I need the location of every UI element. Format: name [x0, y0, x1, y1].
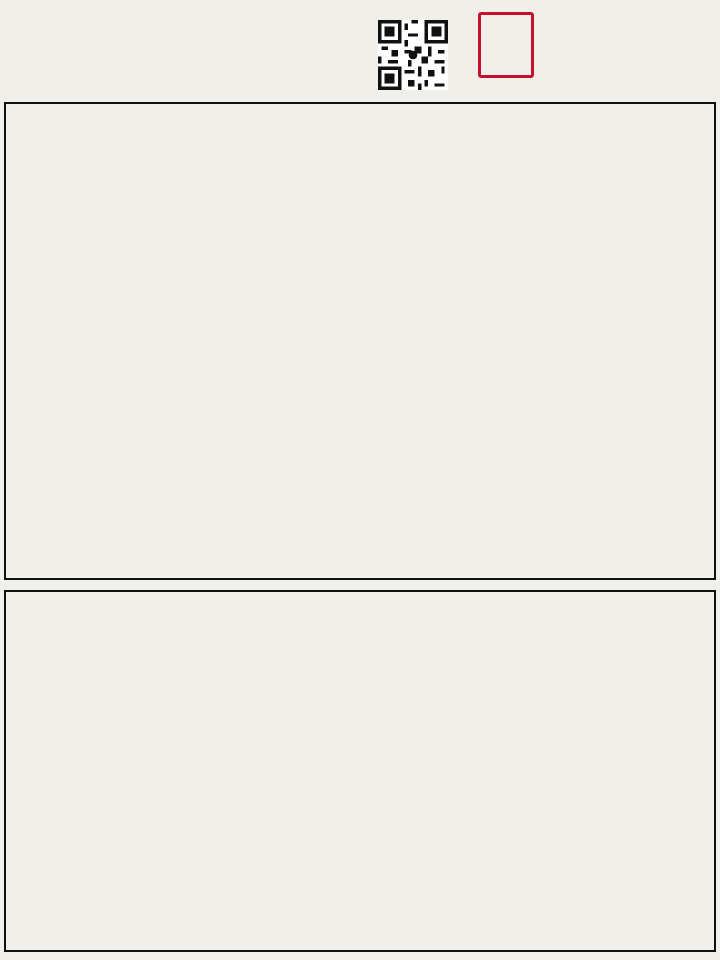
year-table [4, 590, 716, 952]
pillars-grid [4, 102, 716, 580]
seal-stamp [478, 12, 534, 78]
gioi-tinh-line [12, 30, 19, 47]
qr-code-icon [378, 20, 448, 90]
